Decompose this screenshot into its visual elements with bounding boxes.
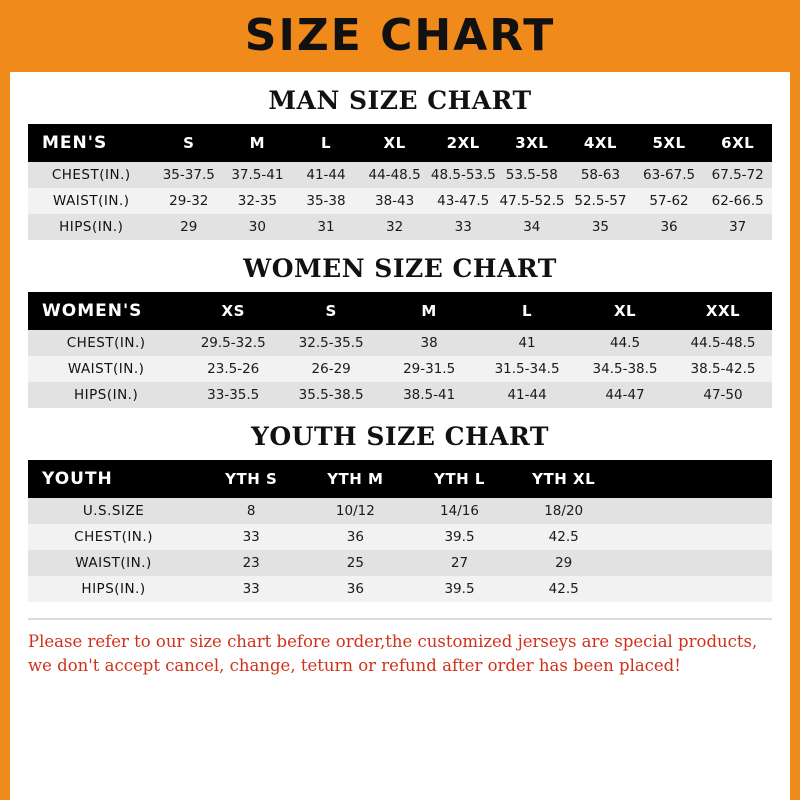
youth-section-title: YOUTH SIZE CHART [251, 422, 549, 451]
men-row-2-cell-0: 29 [154, 214, 223, 240]
page-title: SIZE CHART [244, 10, 556, 61]
table-row [28, 524, 772, 550]
women-header-row [28, 292, 772, 330]
youth-row-1-cell-0: 33 [199, 524, 303, 550]
women-section-title: WOMEN SIZE CHART [243, 254, 557, 283]
youth-row-0-cell-0: 8 [199, 498, 303, 524]
men-row-2-cell-5: 34 [498, 214, 567, 240]
youth-row-1-cell-3: 42.5 [512, 524, 616, 550]
women-header-cell-5: XL [576, 292, 674, 330]
men-row-2-cell-2: 31 [292, 214, 361, 240]
men-row-1-cell-7: 57-62 [635, 188, 704, 214]
women-row-1-cell-1: 26-29 [282, 356, 380, 382]
men-row-0-cell-8: 67.5-72 [703, 162, 772, 188]
men-row-1-cell-6: 52.5-57 [566, 188, 635, 214]
youth-row-1-cell-4 [616, 524, 772, 550]
men-row-1-cell-2: 35-38 [292, 188, 361, 214]
youth-size-section [10, 422, 790, 602]
men-row-0-cell-1: 37.5-41 [223, 162, 292, 188]
men-row-2-label: HIPS(IN.) [28, 214, 154, 240]
women-row-0-cell-5: 44.5-48.5 [674, 330, 772, 356]
men-size-section [10, 86, 790, 240]
youth-row-2-cell-2: 27 [407, 550, 511, 576]
men-header-cell-8: 5XL [635, 124, 704, 162]
men-size-table [28, 124, 772, 240]
youth-row-0-cell-3: 18/20 [512, 498, 616, 524]
women-header-cell-0: WOMEN'S [28, 292, 184, 330]
women-header-cell-6: XXL [674, 292, 772, 330]
men-header-cell-4: XL [360, 124, 429, 162]
table-row [28, 382, 772, 408]
men-row-1-cell-5: 47.5-52.5 [498, 188, 567, 214]
youth-row-2-cell-4 [616, 550, 772, 576]
men-row-2-cell-3: 32 [360, 214, 429, 240]
men-header-cell-5: 2XL [429, 124, 498, 162]
youth-row-3-cell-2: 39.5 [407, 576, 511, 602]
men-header-cell-2: M [223, 124, 292, 162]
youth-header-row [28, 460, 772, 498]
men-row-1-cell-4: 43-47.5 [429, 188, 498, 214]
men-row-1-cell-0: 29-32 [154, 188, 223, 214]
policy-note-line-2: we don't accept cancel, change, teturn or refund after order has been placed! [28, 655, 681, 675]
youth-row-2-label: WAIST(IN.) [28, 550, 199, 576]
men-row-0-cell-4: 48.5-53.5 [429, 162, 498, 188]
youth-row-3-label: HIPS(IN.) [28, 576, 199, 602]
youth-row-1-cell-2: 39.5 [407, 524, 511, 550]
men-row-0-cell-5: 53.5-58 [498, 162, 567, 188]
youth-size-table [28, 460, 772, 602]
women-header-cell-2: S [282, 292, 380, 330]
youth-header-cell-2: YTH M [303, 460, 407, 498]
youth-row-3-cell-4 [616, 576, 772, 602]
women-row-0-cell-3: 41 [478, 330, 576, 356]
table-row [28, 576, 772, 602]
women-row-0-label: CHEST(IN.) [28, 330, 184, 356]
policy-note [28, 618, 772, 678]
women-row-1-cell-4: 34.5-38.5 [576, 356, 674, 382]
women-row-1-label: WAIST(IN.) [28, 356, 184, 382]
men-row-1-cell-1: 32-35 [223, 188, 292, 214]
men-table-head [28, 124, 772, 162]
women-header-cell-3: M [380, 292, 478, 330]
men-header-row [28, 124, 772, 162]
policy-note-line-1: Please refer to our size chart before order,the customized jerseys are special products, [28, 632, 758, 651]
women-row-1-cell-3: 31.5-34.5 [478, 356, 576, 382]
women-row-1-cell-2: 29-31.5 [380, 356, 478, 382]
page-header-band [0, 0, 800, 72]
men-row-2-cell-7: 36 [635, 214, 704, 240]
men-row-0-cell-6: 58-63 [566, 162, 635, 188]
youth-row-3-cell-1: 36 [303, 576, 407, 602]
table-row [28, 330, 772, 356]
men-header-cell-6: 3XL [498, 124, 567, 162]
table-row [28, 498, 772, 524]
youth-header-cell-3: YTH L [407, 460, 511, 498]
women-row-2-cell-5: 47-50 [674, 382, 772, 408]
youth-row-3-cell-3: 42.5 [512, 576, 616, 602]
youth-header-cell-0: YOUTH [28, 460, 199, 498]
women-table-body [28, 330, 772, 408]
table-row [28, 162, 772, 188]
youth-row-2-cell-0: 23 [199, 550, 303, 576]
women-row-2-cell-2: 38.5-41 [380, 382, 478, 408]
men-row-1-cell-3: 38-43 [360, 188, 429, 214]
men-row-0-cell-7: 63-67.5 [635, 162, 704, 188]
men-section-title: MAN SIZE CHART [268, 86, 532, 115]
men-row-0-cell-2: 41-44 [292, 162, 361, 188]
youth-header-cell-4: YTH XL [512, 460, 616, 498]
youth-table-body [28, 498, 772, 602]
women-table-head [28, 292, 772, 330]
men-table-body [28, 162, 772, 240]
youth-row-2-cell-1: 25 [303, 550, 407, 576]
men-row-0-cell-0: 35-37.5 [154, 162, 223, 188]
men-row-0-cell-3: 44-48.5 [360, 162, 429, 188]
women-row-1-cell-5: 38.5-42.5 [674, 356, 772, 382]
table-row [28, 188, 772, 214]
men-header-cell-3: L [292, 124, 361, 162]
women-size-section [10, 254, 790, 408]
men-row-2-cell-1: 30 [223, 214, 292, 240]
women-row-2-cell-1: 35.5-38.5 [282, 382, 380, 408]
youth-table-head [28, 460, 772, 498]
men-row-2-cell-6: 35 [566, 214, 635, 240]
youth-row-2-cell-3: 29 [512, 550, 616, 576]
women-row-0-cell-1: 32.5-35.5 [282, 330, 380, 356]
men-row-2-cell-4: 33 [429, 214, 498, 240]
women-row-2-cell-3: 41-44 [478, 382, 576, 408]
youth-row-0-cell-2: 14/16 [407, 498, 511, 524]
youth-row-3-cell-0: 33 [199, 576, 303, 602]
men-header-cell-0: MEN'S [28, 124, 154, 162]
women-row-2-cell-0: 33-35.5 [184, 382, 282, 408]
men-header-cell-9: 6XL [703, 124, 772, 162]
men-row-1-label: WAIST(IN.) [28, 188, 154, 214]
youth-row-0-label: U.S.SIZE [28, 498, 199, 524]
men-row-1-cell-8: 62-66.5 [703, 188, 772, 214]
women-row-1-cell-0: 23.5-26 [184, 356, 282, 382]
youth-row-0-cell-1: 10/12 [303, 498, 407, 524]
men-header-cell-7: 4XL [566, 124, 635, 162]
women-header-cell-1: XS [184, 292, 282, 330]
women-row-2-label: HIPS(IN.) [28, 382, 184, 408]
women-row-0-cell-2: 38 [380, 330, 478, 356]
youth-row-1-label: CHEST(IN.) [28, 524, 199, 550]
youth-row-0-cell-4 [616, 498, 772, 524]
men-header-cell-1: S [154, 124, 223, 162]
youth-header-cell-5 [616, 460, 772, 498]
youth-row-1-cell-1: 36 [303, 524, 407, 550]
table-row [28, 356, 772, 382]
women-row-0-cell-4: 44.5 [576, 330, 674, 356]
women-size-table [28, 292, 772, 408]
women-row-2-cell-4: 44-47 [576, 382, 674, 408]
table-row [28, 550, 772, 576]
women-row-0-cell-0: 29.5-32.5 [184, 330, 282, 356]
youth-header-cell-1: YTH S [199, 460, 303, 498]
women-header-cell-4: L [478, 292, 576, 330]
men-row-2-cell-8: 37 [703, 214, 772, 240]
men-row-0-label: CHEST(IN.) [28, 162, 154, 188]
table-row [28, 214, 772, 240]
